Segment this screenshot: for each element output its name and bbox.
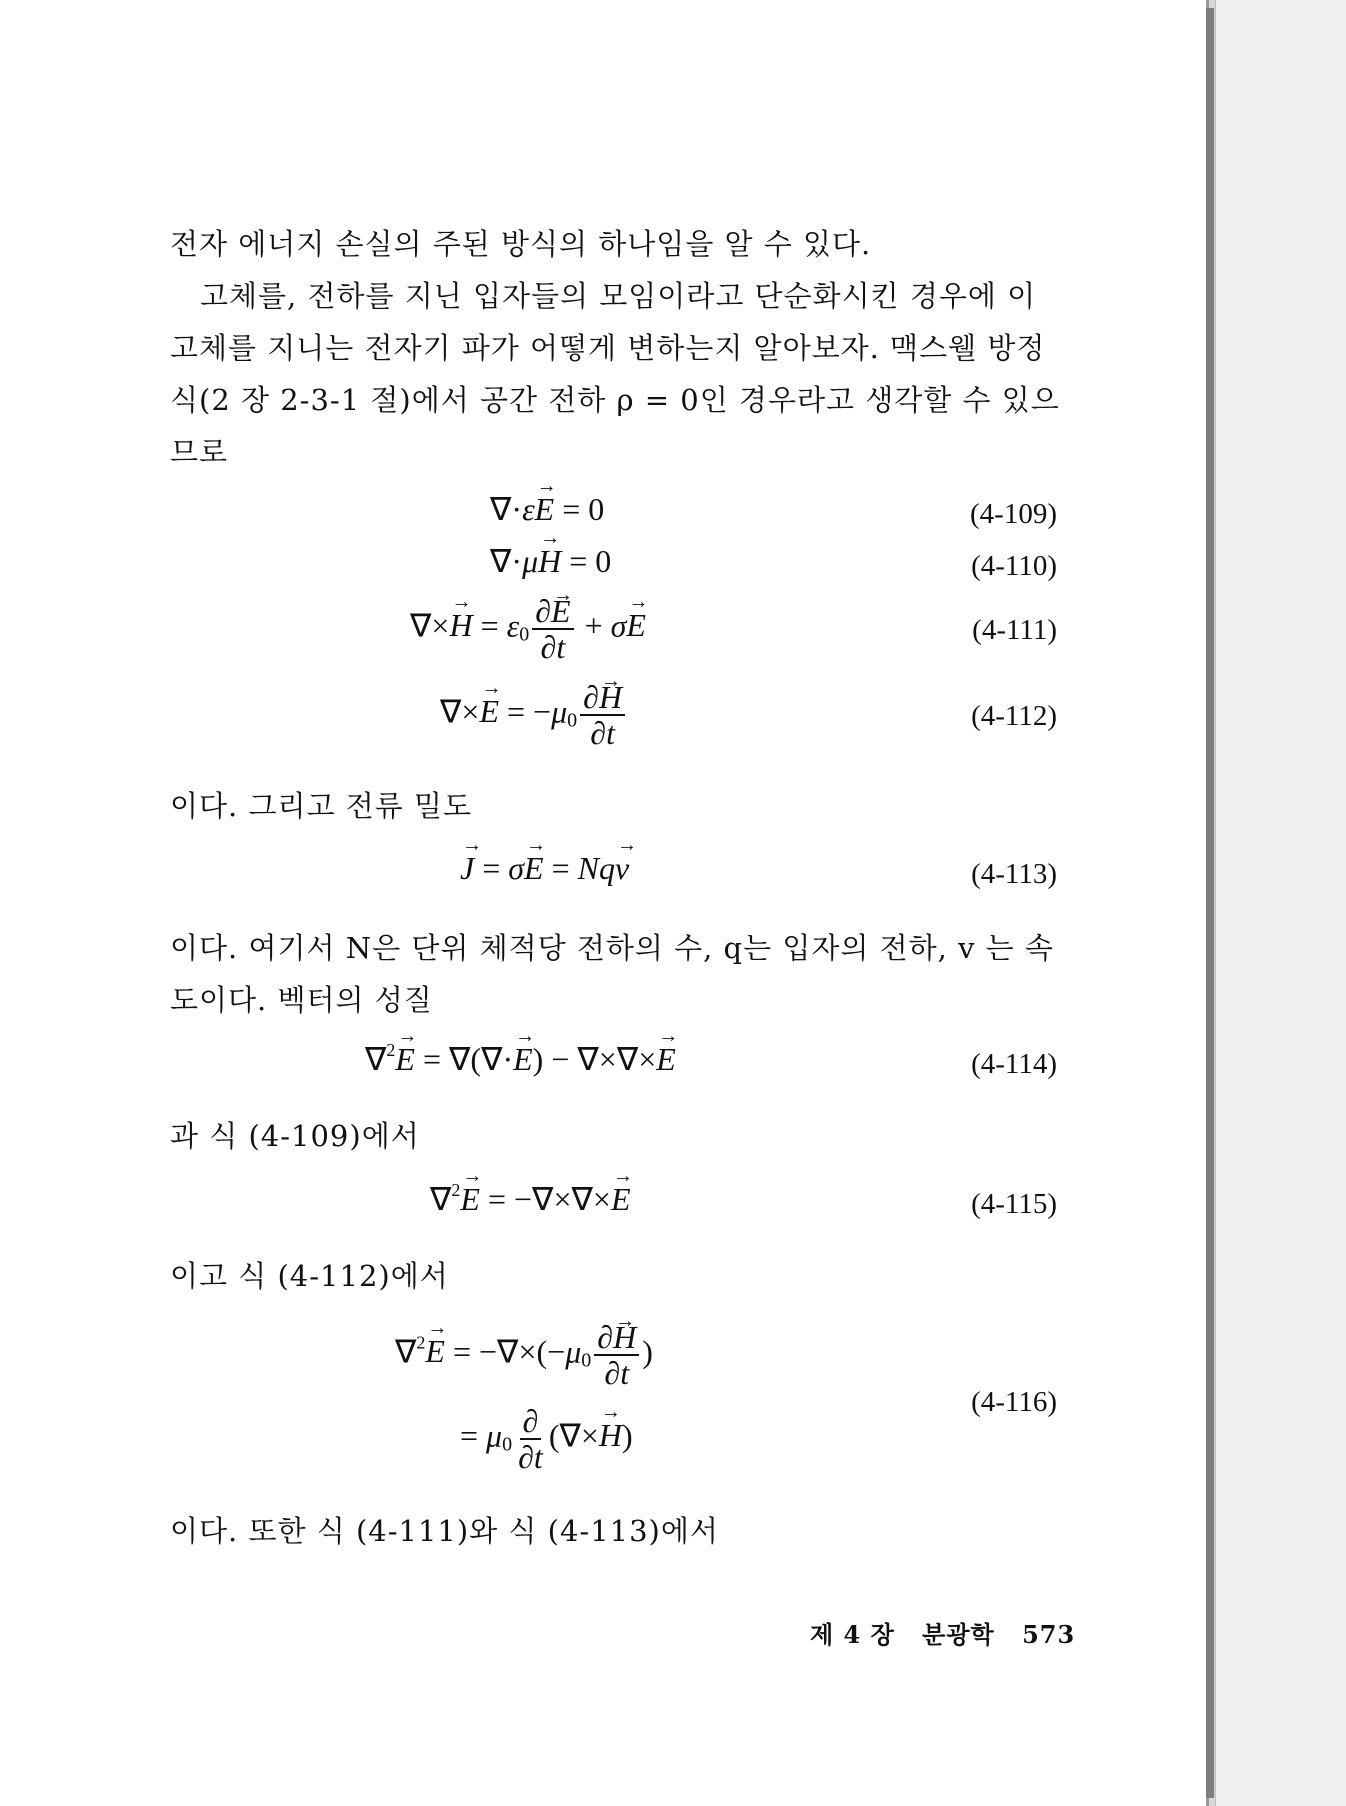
- equation-4-113: → J = σ→ E = Nq→ v (4-113): [170, 850, 1065, 910]
- background-gutter: [1216, 0, 1346, 1806]
- equation-number: (4-111): [972, 614, 1057, 646]
- equation-number: (4-110): [971, 550, 1057, 582]
- chapter-label: 제 4 장: [810, 1620, 895, 1649]
- equation-4-109: ∇·ε→ E = 0 (4-109): [170, 490, 1065, 550]
- equation-4-110: ∇·μ→ H = 0 (4-110): [170, 542, 1065, 602]
- paragraph-2: [170, 270, 1065, 478]
- page-footer: [810, 1615, 1075, 1650]
- paragraph-5: 과 식 (4-109)에서: [170, 1119, 420, 1153]
- equation-4-116: $\nabla^2\to E = -\nabla\times(-\mu_0$ $\frac{\partial\to H}{\partial t}$ ) = $\mu_0$ $\frac{\partial}{\partial t}$ (∇×→ H) (4-116): [170, 1320, 1065, 1490]
- equation-number: (4-113): [971, 858, 1057, 890]
- equation-number: (4-116): [971, 1386, 1057, 1418]
- page-number: 573: [1022, 1620, 1076, 1649]
- paragraph-6: 이고 식 (4-112)에서: [170, 1259, 449, 1293]
- equation-number: (4-114): [971, 1048, 1057, 1080]
- chapter-title: 분광학: [922, 1620, 995, 1649]
- equation-number: (4-115): [971, 1188, 1057, 1220]
- equation-number: (4-109): [970, 498, 1057, 530]
- paragraph-2-text: 고체를, 전하를 지닌 입자들의 모임이라고 단순화시킨 경우에 이 고체를 지니는 전자기 파가 어떻게 변하는지 알아보자. 맥스웰 방정식(2 장 2-3-1 절)에서 공간 전하 ρ = 0인 경우라고 생각할 수 있으므로: [170, 279, 1060, 469]
- equation-number: (4-112): [971, 700, 1057, 732]
- paragraph-3: 이다. 그리고 전류 밀도: [170, 789, 472, 823]
- paragraph-4: 이다. 여기서 N은 단위 체적당 전하의 수, q는 입자의 전하, v 는 속도이다. 벡터의 성질: [170, 931, 1054, 1017]
- equation-4-111: ∇×→ $H = \varepsilon_0$ $\frac{\partial\to E}{\partial t}$ + σ→ E (4-111): [170, 594, 1065, 670]
- page-edge: [1206, 8, 1214, 1798]
- equation-4-114: ∇$^2$→ E = ∇(∇·→ E) − ∇×∇×→ E (4-114): [170, 1040, 1065, 1100]
- equation-4-115: ∇$^2$→ E = −∇×∇×→ E (4-115): [170, 1180, 1065, 1240]
- paragraph-1: 전자 에너지 손실의 주된 방식의 하나임을 알 수 있다.: [170, 227, 872, 261]
- equation-4-112: ∇×→ $E = -\mu_0$ $\frac{\partial\to H}{\partial t}$ (4-112): [170, 680, 1065, 756]
- paragraph-7: 이다. 또한 식 (4-111)와 식 (4-113)에서: [170, 1514, 719, 1548]
